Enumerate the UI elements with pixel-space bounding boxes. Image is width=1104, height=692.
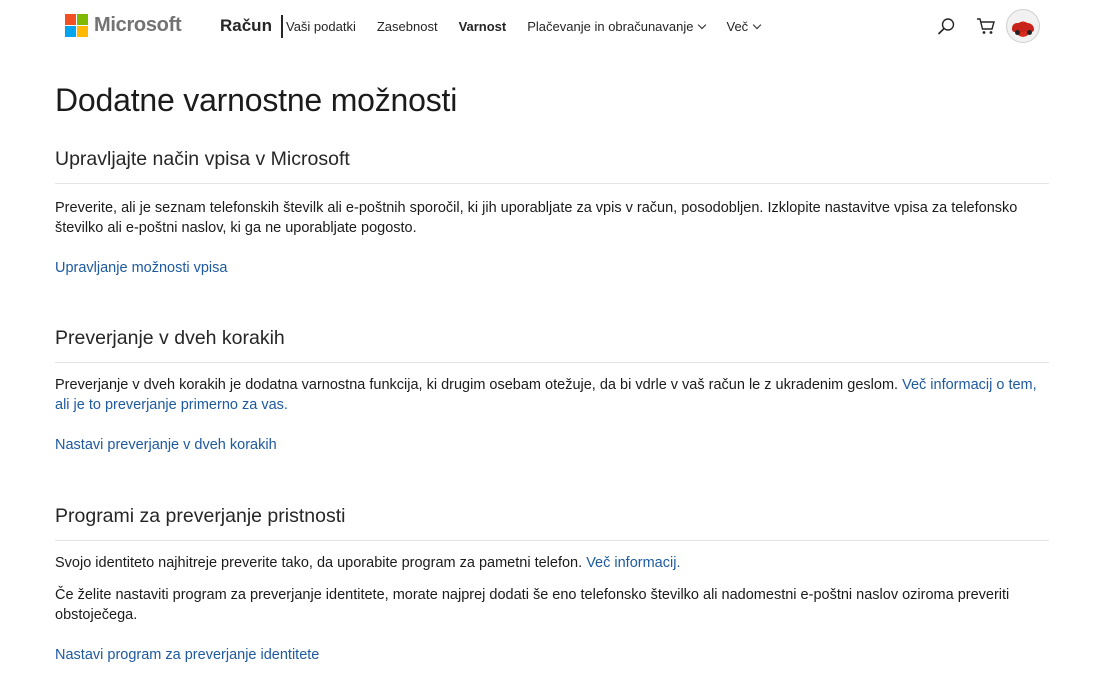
avatar[interactable] (1006, 9, 1040, 43)
nav-item-label: Več (726, 19, 749, 34)
description-text: Preverjanje v dveh korakih je dodatna varnostna funkcija, ki drugim osebam otežuje, da bi vdrle v vaš račun le z ukradenim geslom. (55, 377, 899, 393)
nav-item-payment-billing[interactable] (527, 19, 705, 34)
section-title: Preverjanje v dveh korakih (55, 327, 285, 349)
microsoft-logo-text: Microsoft (94, 14, 182, 36)
account-section-title[interactable]: Račun (220, 16, 272, 35)
top-navigation-bar (0, 0, 1104, 54)
section-divider (55, 362, 1049, 363)
setup-two-step-link[interactable]: Nastavi preverjanje v dveh korakih (55, 437, 277, 453)
nav-item-label: Varnost (458, 19, 507, 34)
manage-signin-options-link[interactable]: Upravljanje možnosti vpisa (55, 260, 228, 276)
learn-more-two-step-link[interactable]: Več informacij o tem, ali je to preverjanje primerno za vas. (55, 377, 1037, 413)
setup-identity-app-link[interactable]: Nastavi program za preverjanje identitete (55, 647, 320, 663)
chevron-down-icon (698, 21, 706, 29)
section-divider (55, 540, 1049, 541)
microsoft-logo-icon (65, 14, 88, 37)
header-divider (281, 15, 283, 38)
account-nav (286, 19, 781, 34)
page-title: Dodatne varnostne možnosti (55, 82, 458, 118)
cart-button[interactable] (976, 17, 996, 41)
section-description (55, 375, 1049, 415)
nav-item-label: Plačevanje in obračunavanje (527, 19, 694, 34)
section-description: Preverite, ali je seznam telefonskih številk ali e-poštnih sporočil, ki jih uporabljate za vpis v račun, posodobljen. Izklopite nastavitve vpisa za telefonsko številko ali e-poštni naslov, ki ga ne uporabljate pogosto. (55, 200, 1018, 236)
chevron-down-icon (753, 21, 761, 29)
nav-item-security[interactable] (459, 19, 507, 34)
signin-section (55, 146, 1049, 276)
section-title: Programi za preverjanje pristnosti (55, 505, 346, 527)
microsoft-logo[interactable] (65, 14, 181, 37)
search-button[interactable] (937, 17, 956, 41)
main-content (55, 78, 1049, 663)
nav-item-your-info[interactable] (286, 19, 356, 34)
nav-item-privacy[interactable] (377, 19, 438, 34)
authenticator-section (55, 503, 1049, 663)
description-text: Svojo identiteto najhitreje preverite tako, da uporabite program za pametni telefon. (55, 555, 583, 571)
learn-more-authenticator-link[interactable]: Več informacij. (586, 555, 681, 571)
nav-item-label: Vaši podatki (286, 19, 356, 34)
two-step-section (55, 325, 1049, 453)
search-icon (937, 17, 956, 36)
section-title: Upravljajte način vpisa v Microsoft (55, 148, 350, 170)
section-description (55, 553, 1049, 573)
section-note: Če želite nastaviti program za preverjanje identitete, morate najprej dodati še eno telefonsko številko ali nadomestni e-poštni naslov oziroma preveriti obstoječega. (55, 587, 1010, 623)
nav-item-label: Zasebnost (376, 19, 438, 34)
section-divider (55, 183, 1049, 184)
cart-icon (976, 17, 996, 36)
nav-item-more[interactable] (726, 19, 760, 34)
